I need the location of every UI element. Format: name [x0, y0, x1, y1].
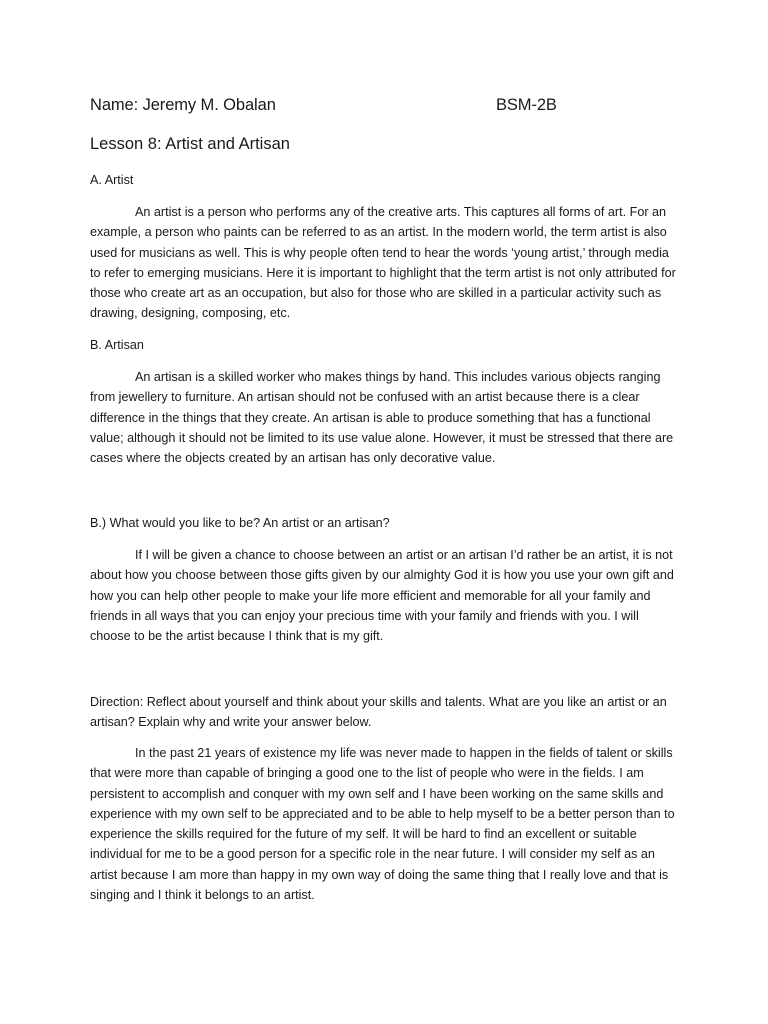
student-section: BSM-2B: [496, 96, 557, 114]
question-answer-paragraph: If I will be given a chance to choose between an artist or an artisan I’d rather be an artist, it is not about how you choose between those gifts given by our almighty God it is how you use your own gift and how you can help other people to make your life more efficient and memorable for all your family and friends in all ways that you can enjoy your precious time with your family and friends with you. I will choose to be the artist because I think that is my gift.: [90, 548, 674, 644]
question-heading: B.) What would you like to be? An artist or an artisan?: [90, 516, 390, 530]
section-b-heading: B. Artisan: [90, 338, 144, 352]
direction-answer-paragraph: In the past 21 years of existence my life was never made to happen in the fields of talent or skills that were more than capable of bringing a good one to the list of people who were in the fields. I am persistent to accomplish and conquer with my own self and I have been working on the same skills and experience with my own self to be appreciated and to be able to help myself to be a better person than to experience the skills required for the future of my self. It will be hard to find an excellent or suitable individual for me to be a good person for a specific role in the near future. I will consider my self as an artist because I am more than happy in my own way of doing the same thing that I really love and that is singing and I think it belongs to an artist.: [90, 746, 675, 903]
section-a-heading: A. Artist: [90, 173, 134, 187]
direction-text: Direction: Reflect about yourself and think about your skills and talents. What are you like an artist or an artisan? Explain why and write your answer below.: [90, 695, 667, 730]
section-b-paragraph: An artisan is a skilled worker who makes things by hand. This includes various objects ranging from jewellery to furniture. An artisan should not be confused with an artist because there is a clear difference in the things that they create. An artisan is able to produce something that has a functional value; although it should not be limited to its use value alone. However, it must be stressed that there are cases where the objects created by an artisan has only decorative value.: [90, 370, 674, 466]
lesson-title: Lesson 8: Artist and Artisan: [90, 135, 290, 153]
section-a-paragraph: An artist is a person who performs any of the creative arts. This captures all forms of art. For an example, a person who paints can be referred to as an artist. In the modern world, the term artist is also used for musicians as well. This is why people often tend to hear the words ‘young artist,’ through media to refer to emerging musicians. Here it is important to highlight that the term artist is not only attributed for those who create art as an occupation, but also for those who are skilled in a particular activity such as drawing, designing, composing, etc.: [90, 205, 676, 321]
student-name: Name: Jeremy M. Obalan: [90, 96, 276, 114]
